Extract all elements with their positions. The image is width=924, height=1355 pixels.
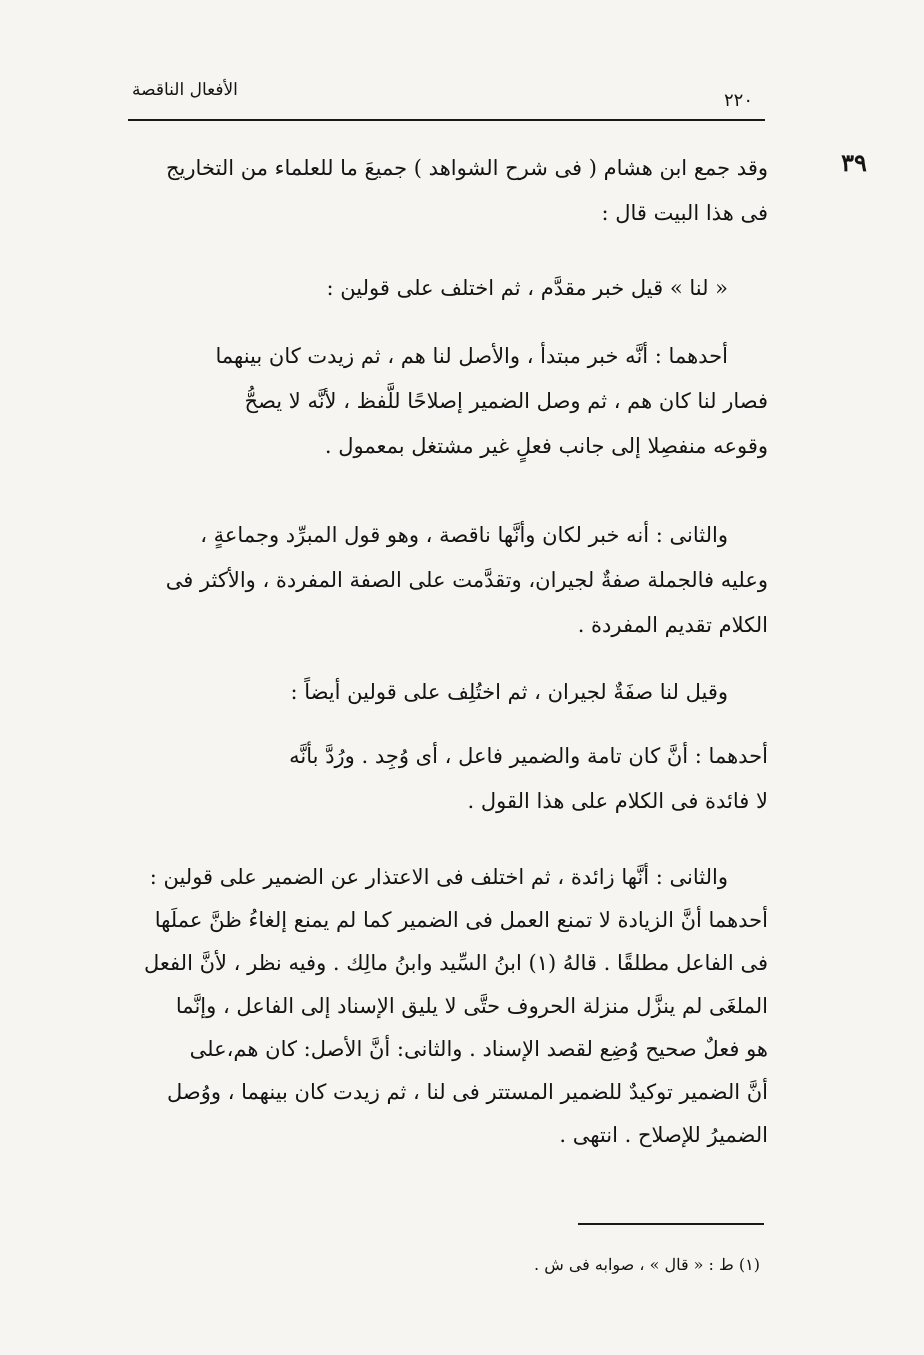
paragraph-2 [122, 266, 768, 311]
paragraph-5 [122, 670, 768, 715]
text-line: « لنا » قيل خبر مقدَّم ، ثم اختلف على قولين : [326, 276, 728, 300]
text-line: والثانى : أنه خبر لكان وأنَّها ناقصة ، وهو قول المبرِّد وجماعةٍ ، [200, 523, 728, 547]
paragraph-1 [122, 146, 768, 236]
text-line: وقيل لنا صفَةٌ لجيران ، ثم اختُلِف على قولين أيضاً : [290, 680, 728, 704]
text-line: فصار لنا كان هم ، ثم وصل الضمير إصلاحًا للَّفظ ، لأنَّه لا يصحُّ [244, 389, 768, 413]
text-line: الضميرُ للإصلاح . انتهى . [559, 1123, 768, 1147]
text-line: والثانى : أنَّها زائدة ، ثم اختلف فى الاعتذار عن الضمير على قولين : [149, 865, 728, 889]
page-number: ٢٢٠ [723, 90, 753, 111]
running-title: الأفعال الناقصة [132, 80, 238, 100]
text-line: أنَّ الضمير توكيدٌ للضمير المستتر فى لنا ، ثم زيدت كان بينهما ، ووُصل [167, 1080, 768, 1104]
paragraph-3 [122, 334, 768, 469]
text-line: لا فائدة فى الكلام على هذا القول . [467, 789, 768, 813]
footnote: (١) ط : « قال » ، صوابه فى ش . [534, 1255, 760, 1274]
text-line: وقوعه منفصِلا إلى جانب فعلٍ غير مشتغل بمعمول . [324, 434, 768, 458]
footnote-rule [578, 1223, 764, 1225]
text-line: أحدهما : أنَّ كان تامة والضمير فاعل ، أى وُجِد . ورُدَّ بأنَّه [289, 744, 768, 768]
margin-item-number: ٣٩ [841, 148, 867, 177]
text-line: وعليه فالجملة صفةٌ لجيران، وتقدَّمت على الصفة المفردة ، والأكثر فى [165, 568, 768, 592]
text-line: فى هذا البيت قال : [601, 201, 768, 225]
text-line: أحدهما أنَّ الزيادة لا تمنع العمل فى الضمير كما لم يمنع إلغاءُ ظنَّ عملَها [154, 908, 768, 932]
running-head [128, 74, 761, 118]
paragraph-6 [122, 734, 768, 824]
header-rule [128, 119, 765, 121]
paragraph-4 [122, 513, 768, 648]
text-line: الملغَى لم ينزَّل منزلة الحروف حتَّى لا يليق الإسناد إلى الفاعل ، وإنَّما [175, 994, 768, 1018]
text-line: أحدهما : أنَّه خبر مبتدأ ، والأصل لنا هم ، ثم زيدت كان بينهما [215, 344, 728, 368]
paragraph-7 [122, 856, 768, 1157]
text-line: وقد جمع ابن هشام ( فى شرح الشواهد ) جميعَ ما للعلماء من التخاريج [166, 156, 768, 180]
text-line: الكلام تقديم المفردة . [577, 613, 768, 637]
text-line: هو فعلٌ صحيح وُضِع لقصد الإسناد . والثانى: أنَّ الأصل: كان هم،على [189, 1037, 768, 1061]
text-line: فى الفاعل مطلقًا . قالهُ (١) ابنُ السِّيد وابنُ مالِك . وفيه نظر ، لأنَّ الفعل [144, 951, 768, 975]
